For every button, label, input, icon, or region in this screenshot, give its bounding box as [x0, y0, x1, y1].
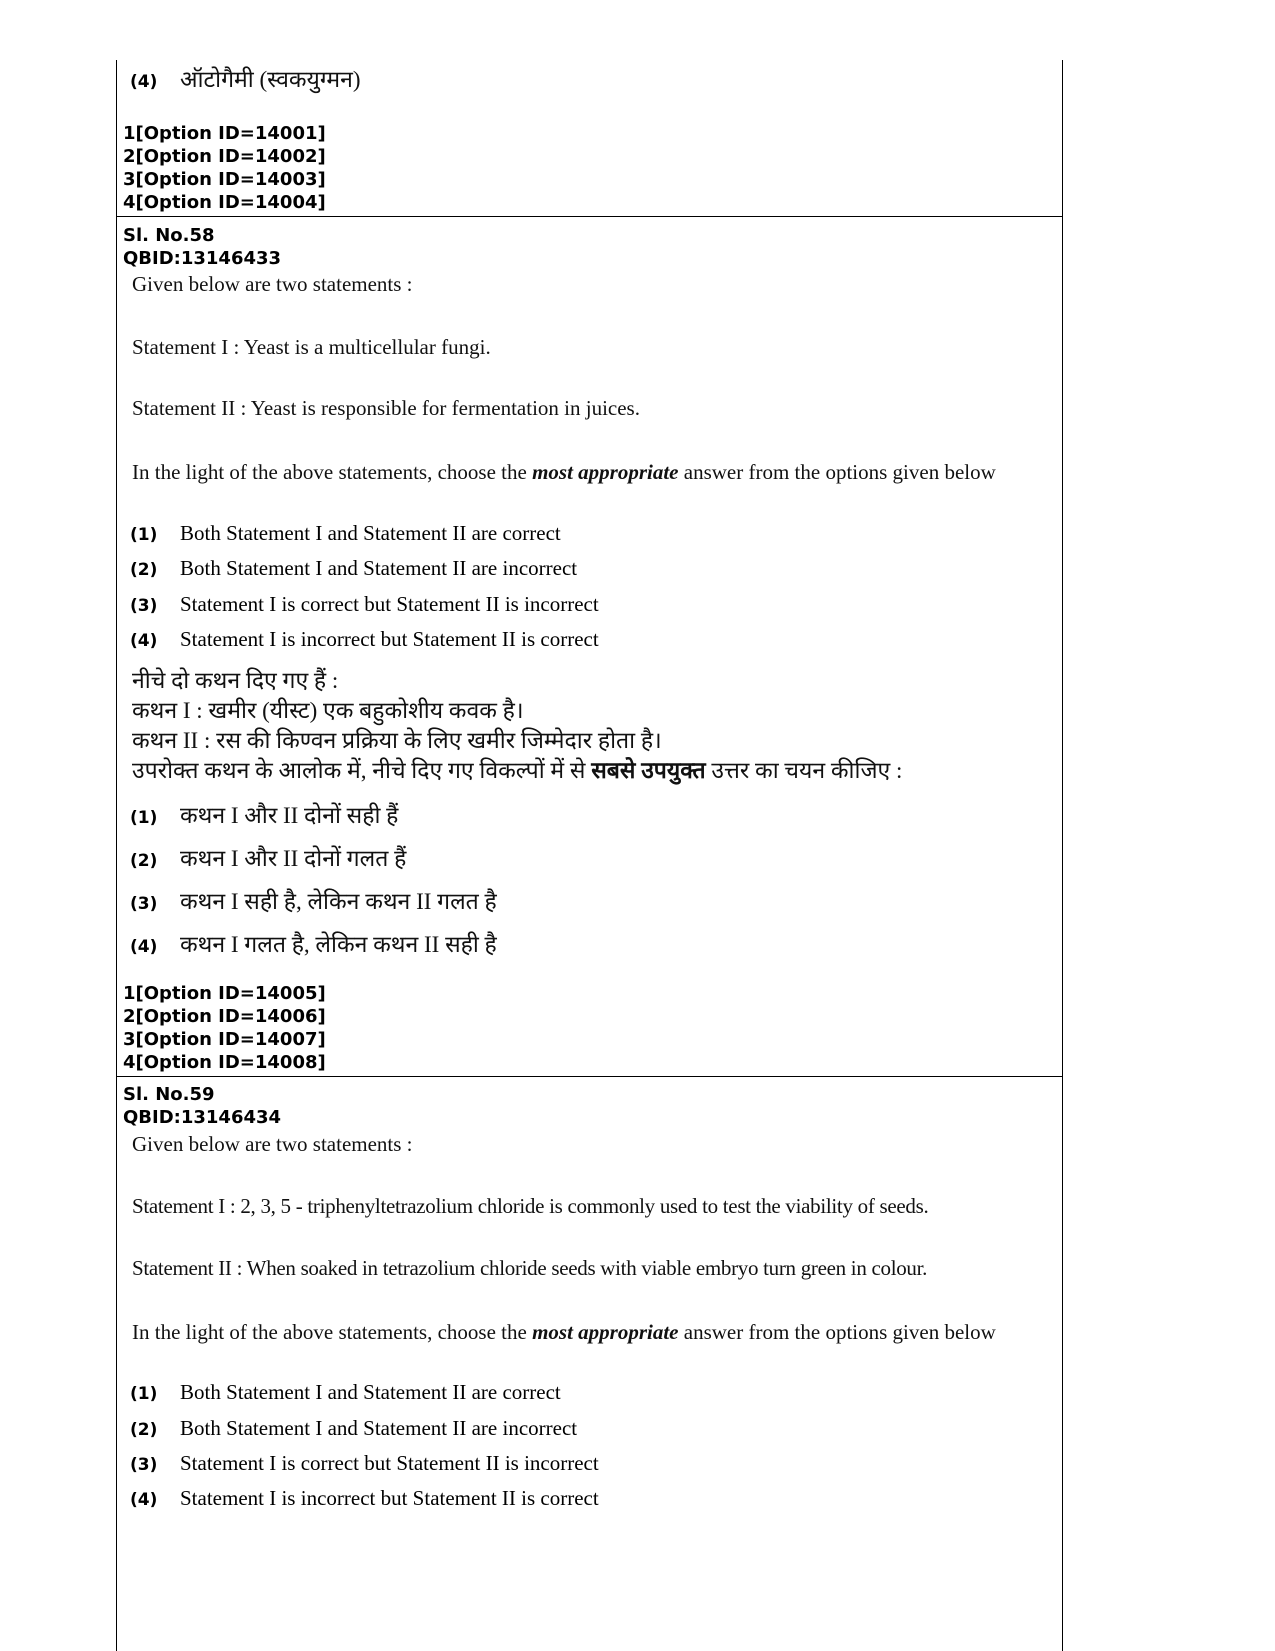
instruction-emphasis: most appropriate	[532, 460, 679, 484]
option-text: Both Statement I and Statement II are incorrect	[180, 556, 578, 580]
statement-1: Statement I : 2, 3, 5 - triphenyltetrazolium chloride is commonly used to test the viability of seeds.	[132, 1194, 929, 1218]
option-row	[130, 521, 561, 546]
option-id: 3[Option ID=14003]	[123, 169, 326, 190]
option-row	[130, 556, 577, 581]
option-id: 2[Option ID=14006]	[123, 1006, 326, 1027]
option-id: 3[Option ID=14007]	[123, 1029, 326, 1050]
option-number: (1)	[130, 525, 158, 545]
question-instruction	[132, 1318, 1012, 1346]
option-row	[130, 592, 599, 617]
option-row	[130, 62, 361, 94]
option-text: Statement I is incorrect but Statement II is correct	[180, 627, 599, 651]
option-text: कथन I और II दोनों सही हैं	[180, 803, 399, 828]
instruction-text: उपरोक्त कथन के आलोक में, नीचे दिए गए विकल्पों में से	[132, 758, 592, 783]
instruction-text: In the light of the above statements, choose the	[132, 460, 533, 484]
question-header	[117, 1083, 1063, 1129]
qbid: QBID:13146433	[123, 248, 282, 269]
option-number: (2)	[130, 560, 158, 580]
option-number: (1)	[130, 808, 158, 828]
statement-2: Statement II : Yeast is responsible for fermentation in juices.	[132, 396, 640, 420]
instruction-text: answer from the options given below	[678, 460, 996, 484]
option-row	[130, 1416, 577, 1441]
option-row	[130, 841, 406, 873]
question-divider	[117, 1076, 1062, 1077]
option-text: Statement I is correct but Statement II is incorrect	[180, 1451, 599, 1475]
option-row	[130, 627, 599, 652]
option-number: (2)	[130, 1420, 158, 1440]
question-header	[117, 224, 1063, 270]
option-number: (3)	[130, 894, 158, 914]
option-id: 4[Option ID=14008]	[123, 1052, 326, 1073]
option-text: कथन I सही है, लेकिन कथन II गलत है	[180, 889, 497, 914]
option-row	[130, 1380, 561, 1405]
option-text: कथन I और II दोनों गलत हैं	[180, 846, 407, 871]
question-intro: Given below are two statements :	[132, 1132, 413, 1156]
option-text: Both Statement I and Statement II are incorrect	[180, 1416, 578, 1440]
question-instruction	[132, 458, 1012, 486]
option-number: (1)	[130, 1384, 158, 1404]
option-id: 4[Option ID=14004]	[123, 192, 326, 213]
option-id-list	[117, 982, 1063, 1074]
option-row	[130, 884, 497, 916]
option-row	[130, 1486, 599, 1511]
instruction-text: answer from the options given below	[678, 1320, 996, 1344]
hindi-instruction	[132, 756, 1032, 786]
option-number: (4)	[130, 631, 158, 651]
option-text: ऑटोगैमी (स्वकयुग्मन)	[180, 67, 361, 92]
option-text: Both Statement I and Statement II are correct	[180, 521, 561, 545]
serial-number: Sl. No.58	[123, 225, 215, 246]
question-divider	[117, 216, 1062, 217]
instruction-emphasis: सबसे उपयुक्त	[591, 758, 706, 783]
statement-1: Statement I : Yeast is a multicellular fungi.	[132, 335, 491, 359]
option-number: (2)	[130, 851, 158, 871]
option-id: 1[Option ID=14005]	[123, 983, 326, 1004]
instruction-text: In the light of the above statements, choose the	[132, 1320, 533, 1344]
option-row	[130, 927, 497, 959]
option-number: (4)	[130, 72, 158, 92]
option-id: 2[Option ID=14002]	[123, 146, 326, 167]
option-number: (3)	[130, 1455, 158, 1475]
option-row	[130, 798, 398, 830]
instruction-emphasis: most appropriate	[532, 1320, 679, 1344]
option-text: Statement I is correct but Statement II is incorrect	[180, 592, 599, 616]
option-id: 1[Option ID=14001]	[123, 123, 326, 144]
instruction-text: उत्तर का चयन कीजिए :	[705, 758, 903, 783]
option-number: (4)	[130, 937, 158, 957]
serial-number: Sl. No.59	[123, 1084, 215, 1105]
option-text: Both Statement I and Statement II are correct	[180, 1380, 561, 1404]
option-number: (4)	[130, 1490, 158, 1510]
hindi-statement-2: कथन II : रस की किण्वन प्रक्रिया के लिए खमीर जिम्मेदार होता है।	[132, 728, 662, 753]
hindi-question	[132, 666, 1032, 786]
option-text: कथन I गलत है, लेकिन कथन II सही है	[180, 932, 497, 957]
hindi-intro: नीचे दो कथन दिए गए हैं :	[132, 668, 339, 693]
option-text: Statement I is incorrect but Statement II is correct	[180, 1486, 599, 1510]
hindi-statement-1: कथन I : खमीर (यीस्ट) एक बहुकोशीय कवक है।	[132, 698, 524, 723]
question-paper	[116, 60, 1063, 1651]
statement-2: Statement II : When soaked in tetrazolium chloride seeds with viable embryo turn green in colour.	[132, 1256, 928, 1280]
qbid: QBID:13146434	[123, 1107, 282, 1128]
option-row	[130, 1451, 599, 1476]
option-number: (3)	[130, 596, 158, 616]
question-intro: Given below are two statements :	[132, 272, 413, 296]
option-id-list	[117, 122, 1063, 214]
